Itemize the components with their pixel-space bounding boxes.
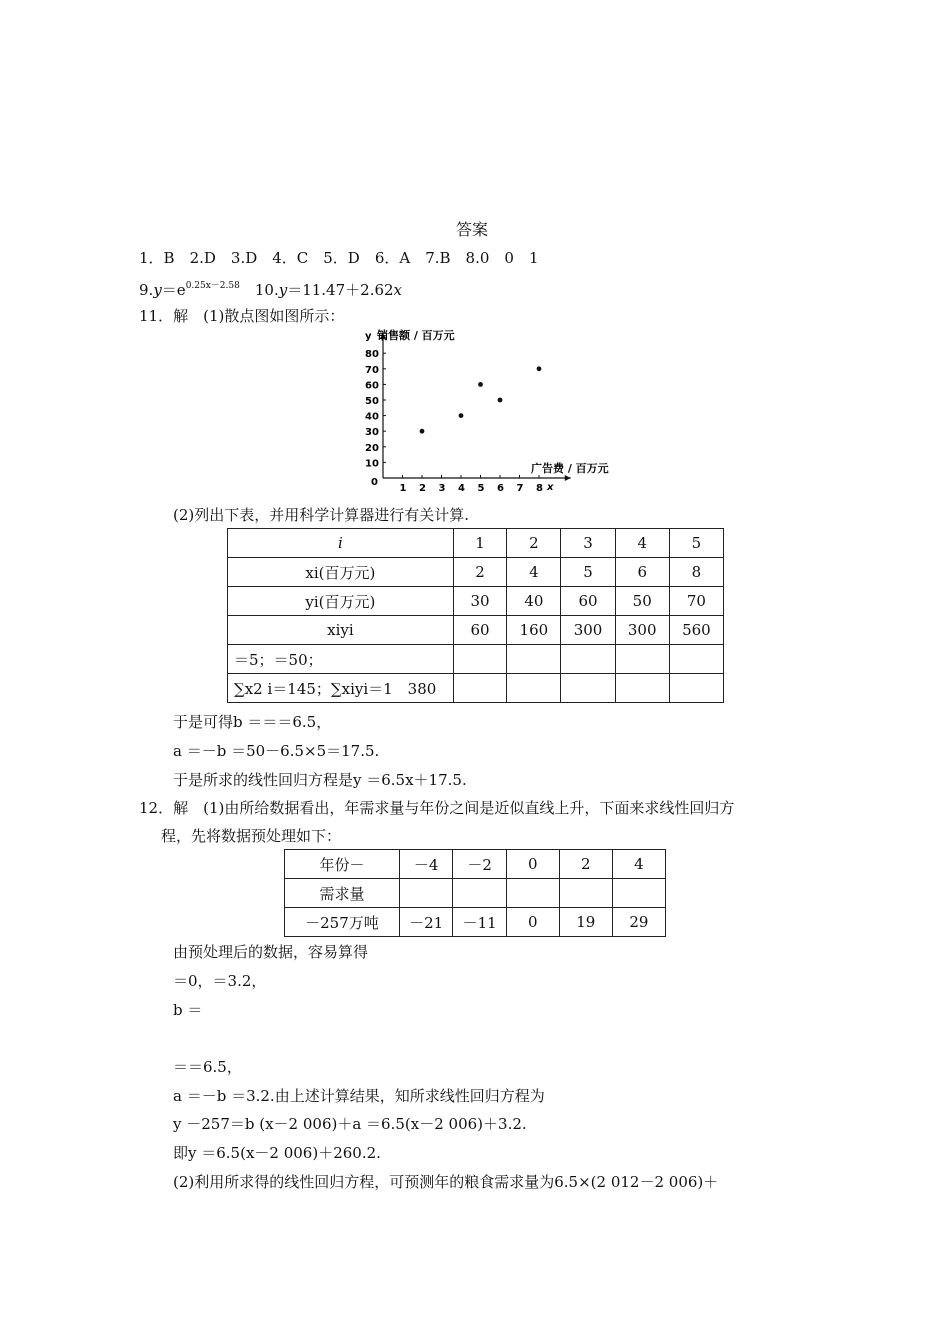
table-cell: 0	[506, 850, 559, 879]
q11-table	[227, 528, 724, 703]
table-cell	[559, 879, 612, 908]
table-cell	[399, 879, 453, 908]
table-cell	[561, 674, 615, 703]
table-cell: －257万吨	[285, 908, 400, 937]
table-cell: 0	[506, 908, 559, 937]
q11-part2: (2)列出下表，并用科学计算器进行有关计算.	[173, 506, 470, 524]
x-axis-arrow	[565, 475, 571, 481]
table-cell	[507, 674, 561, 703]
x-tick-label: 8	[536, 483, 543, 494]
table-cell: 5	[561, 558, 615, 587]
table-cell: 40	[507, 587, 561, 616]
table-cell: 需求量	[285, 879, 400, 908]
table-cell: －4	[399, 850, 453, 879]
x-tick-label: 5	[477, 483, 485, 494]
q12-line-7: 即y ＝6.5(x－2 006)＋260.2.	[173, 1144, 381, 1162]
q12-line-5: a ＝－b ＝3.2.由上述计算结果，知所求线性回归方程为	[173, 1087, 545, 1105]
y-tick-label: 70	[365, 364, 379, 376]
table-cell: 5	[669, 529, 723, 558]
table-cell: 2	[559, 850, 612, 879]
y-tick-label: 10	[365, 458, 379, 470]
table-cell: －21	[399, 908, 453, 937]
table-cell: 8	[669, 558, 723, 587]
table-cell: 4	[615, 529, 669, 558]
table-row	[285, 879, 666, 908]
table-cell: 160	[507, 616, 561, 645]
q12-line-6: y －257＝b (x－2 006)＋a ＝6.5(x－2 006)＋3.2.	[173, 1115, 527, 1133]
table-row	[228, 645, 724, 674]
q12-line-2: ＝0，＝3.2，	[173, 972, 267, 990]
x-tick-label: 1	[399, 483, 407, 494]
table-cell: 70	[669, 587, 723, 616]
table-cell: 19	[559, 908, 612, 937]
table-cell: ＝5；＝50；	[228, 645, 454, 674]
table-cell: 300	[561, 616, 615, 645]
q11-line-a: a ＝－b ＝50－6.5×5＝17.5.	[173, 742, 380, 760]
table-row	[228, 616, 724, 645]
y-tick-label: 50	[365, 396, 379, 407]
answers-row-1: 1．B 2.D 3.D 4．C 5．D 6．A 7.B 8.0 0 1	[139, 249, 539, 267]
table-cell: 1	[453, 529, 507, 558]
q12-heading: 12．解 (1)由所给数据看出，年需求量与年份之间是近似直线上升，下面来求线性回归方	[139, 799, 735, 817]
table-cell	[669, 645, 723, 674]
y-tick-label: 60	[365, 380, 379, 392]
table-row	[285, 908, 666, 937]
table-cell: 29	[612, 908, 665, 937]
table-cell	[506, 879, 559, 908]
table-cell	[453, 645, 507, 674]
q11-line-eq: 于是所求的线性回归方程是y ＝6.5x＋17.5.	[173, 771, 467, 789]
answer-9-10: $9.y=e^{0.25x-2.58}$ 10.y＝11.47＋2.62x	[139, 281, 403, 299]
data-point	[459, 413, 464, 418]
q12-line-1: 由预处理后的数据，容易算得	[173, 943, 369, 961]
y-tick-label: 20	[365, 442, 379, 454]
x-tick-label: 6	[497, 483, 504, 494]
table-row	[228, 674, 724, 703]
data-point	[478, 382, 483, 387]
table-cell: 300	[615, 616, 669, 645]
y-tick-label: 40	[365, 411, 379, 423]
data-point	[498, 398, 503, 403]
table-cell: 60	[453, 616, 507, 645]
table-cell: －2	[453, 850, 507, 879]
y-axis-letter: y	[365, 331, 372, 342]
table-cell: 年份－	[285, 850, 400, 879]
q12-heading-2: 程，先将数据预处理如下：	[161, 827, 342, 845]
origin-label: 0	[371, 477, 378, 488]
table-row	[285, 850, 666, 879]
table-row	[228, 529, 724, 558]
q12-table	[284, 849, 666, 937]
table-cell: －11	[453, 908, 507, 937]
table-cell	[453, 879, 507, 908]
data-point	[537, 366, 542, 371]
table-row	[228, 558, 724, 587]
x-tick-label: 3	[438, 483, 446, 494]
table-cell: ∑x2 i＝145；∑xiyi＝1 380	[228, 674, 454, 703]
data-point	[420, 429, 425, 434]
table-row	[228, 587, 724, 616]
table-cell	[453, 674, 507, 703]
table-cell: 560	[669, 616, 723, 645]
table-cell: 4	[612, 850, 665, 879]
table-cell: 60	[561, 587, 615, 616]
page-title: 答案	[456, 220, 489, 239]
table-cell: xiyi	[228, 616, 454, 645]
y-tick-label: 30	[365, 427, 379, 439]
table-cell	[507, 645, 561, 674]
q12-line-8: (2)利用所求得的线性回归方程，可预测年的粮食需求量为6.5×(2 012－2 006)＋	[173, 1173, 719, 1191]
q11-heading: 11．解 (1)散点图如图所示：	[139, 307, 345, 325]
table-cell: 4	[507, 558, 561, 587]
table-cell: 50	[615, 587, 669, 616]
scatter-chart	[355, 325, 655, 500]
table-cell	[612, 879, 665, 908]
table-cell: 3	[561, 529, 615, 558]
table-cell	[615, 674, 669, 703]
table-cell: i	[228, 529, 454, 558]
q12-line-3: b ＝	[173, 1001, 203, 1019]
x-tick-label: 7	[516, 483, 524, 494]
y-axis-label: 销售额 / 百万元	[377, 329, 455, 342]
table-cell: xi(百万元)	[228, 558, 454, 587]
x-axis-letter: x	[547, 482, 554, 493]
x-tick-label: 4	[458, 483, 465, 494]
table-cell	[615, 645, 669, 674]
q12-line-4: ＝＝6.5，	[173, 1058, 242, 1076]
table-cell: yi(百万元)	[228, 587, 454, 616]
table-cell: 30	[453, 587, 507, 616]
table-cell	[561, 645, 615, 674]
table-cell: 2	[507, 529, 561, 558]
q11-line-b: 于是可得b ＝＝＝6.5，	[173, 713, 332, 731]
table-cell: 6	[615, 558, 669, 587]
x-tick-label: 2	[419, 483, 426, 494]
table-cell	[669, 674, 723, 703]
y-tick-label: 80	[365, 349, 379, 361]
table-cell: 2	[453, 558, 507, 587]
x-axis-label: 广告费 / 百万元	[531, 462, 609, 475]
